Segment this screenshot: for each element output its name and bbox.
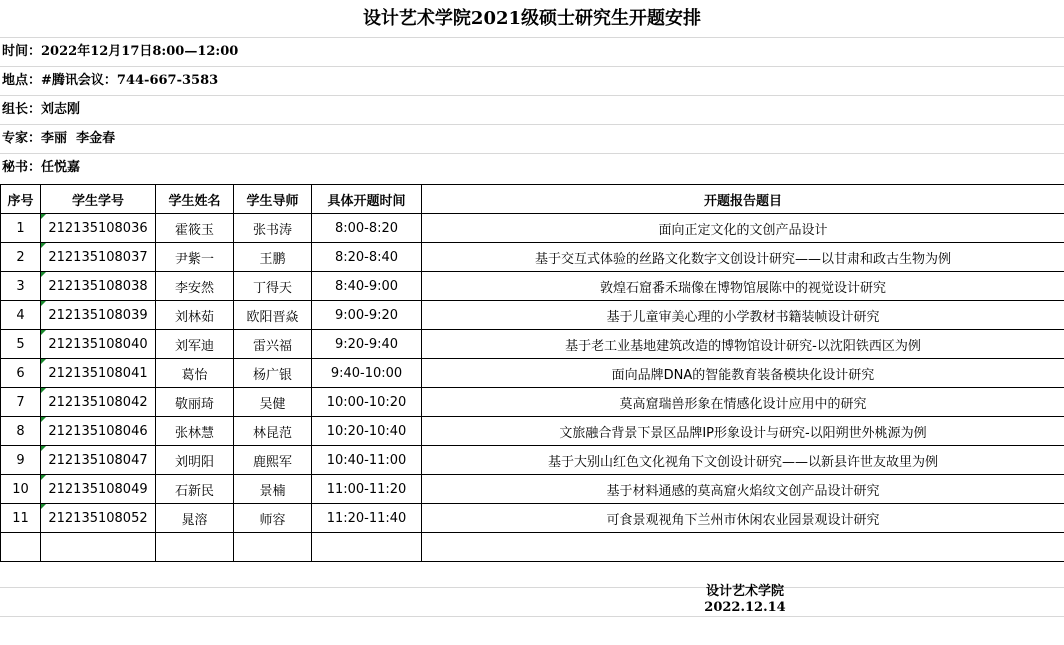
table-row <box>1 504 1064 533</box>
cell-student-name: 尹紫一 <box>156 243 234 272</box>
info-experts-value: 李丽 李金春 <box>41 131 116 146</box>
cell-time-slot: 8:00-8:20 <box>312 214 422 243</box>
cell-time-slot: 10:20-10:40 <box>312 417 422 446</box>
cell-index: 8 <box>1 417 41 446</box>
table-row <box>1 214 1064 243</box>
cell-report-title: 基于老工业基地建筑改造的博物馆设计研究-以沈阳铁西区为例 <box>422 330 1064 359</box>
cell-comment-marker-icon <box>41 214 46 219</box>
cell-index: 6 <box>1 359 41 388</box>
header-report-title: 开题报告题目 <box>422 185 1064 214</box>
cell-time-slot: 11:20-11:40 <box>312 504 422 533</box>
cell-student-name: 刘明阳 <box>156 446 234 475</box>
cell-student-name: 张林慧 <box>156 417 234 446</box>
cell-index: 7 <box>1 388 41 417</box>
empty-cell <box>312 533 422 562</box>
cell-advisor: 鹿熙军 <box>234 446 312 475</box>
cell-time-slot: 10:00-10:20 <box>312 388 422 417</box>
table-row <box>1 417 1064 446</box>
cell-student-id <box>41 301 156 330</box>
cell-report-title: 面向正定文化的文创产品设计 <box>422 214 1064 243</box>
cell-report-title: 莫高窟瑞兽形象在情感化设计应用中的研究 <box>422 388 1064 417</box>
cell-advisor: 林昆范 <box>234 417 312 446</box>
info-leader-value: 刘志刚 <box>41 102 81 117</box>
cell-report-title: 可食景观视角下兰州市休闲农业园景观设计研究 <box>422 504 1064 533</box>
cell-student-id-text: 212135108047 <box>48 452 148 468</box>
gridline <box>0 153 1064 154</box>
cell-student-name: 葛怡 <box>156 359 234 388</box>
cell-advisor: 欧阳晋焱 <box>234 301 312 330</box>
cell-index: 2 <box>1 243 41 272</box>
gridline <box>0 95 1064 96</box>
table-row <box>1 359 1064 388</box>
info-time <box>2 37 238 66</box>
cell-student-id-text: 212135108046 <box>48 423 148 439</box>
schedule-table <box>0 184 1064 562</box>
cell-time-slot: 9:00-9:20 <box>312 301 422 330</box>
header-time-slot: 具体开题时间 <box>312 185 422 214</box>
cell-report-title: 基于大别山红色文化视角下文创设计研究——以新县许世友故里为例 <box>422 446 1064 475</box>
cell-time-slot: 10:40-11:00 <box>312 446 422 475</box>
header-student-name: 学生姓名 <box>156 185 234 214</box>
cell-index: 3 <box>1 272 41 301</box>
cell-comment-marker-icon <box>41 388 46 393</box>
cell-index: 5 <box>1 330 41 359</box>
cell-advisor: 吴健 <box>234 388 312 417</box>
table-row <box>1 388 1064 417</box>
cell-report-title: 基于儿童审美心理的小学教材书籍装帧设计研究 <box>422 301 1064 330</box>
cell-student-id <box>41 504 156 533</box>
cell-index: 10 <box>1 475 41 504</box>
cell-index: 9 <box>1 446 41 475</box>
table-row <box>1 446 1064 475</box>
cell-student-id <box>41 330 156 359</box>
info-leader <box>2 95 80 124</box>
info-time-label: 时间： <box>2 44 42 59</box>
cell-comment-marker-icon <box>41 417 46 422</box>
info-secretary-value: 任悦嘉 <box>41 160 81 175</box>
info-experts <box>2 124 115 153</box>
cell-student-id <box>41 214 156 243</box>
cell-advisor: 王鹏 <box>234 243 312 272</box>
table-row <box>1 475 1064 504</box>
empty-cell <box>234 533 312 562</box>
info-leader-label: 组长： <box>2 102 42 117</box>
empty-cell <box>156 533 234 562</box>
cell-time-slot: 9:40-10:00 <box>312 359 422 388</box>
cell-advisor: 师容 <box>234 504 312 533</box>
cell-report-title: 文旅融合背景下景区品牌IP形象设计与研究-以阳朔世外桃源为例 <box>422 417 1064 446</box>
gridline <box>0 124 1064 125</box>
footer-org: 设计艺术学院 <box>705 584 784 599</box>
cell-student-id <box>41 388 156 417</box>
cell-student-id <box>41 446 156 475</box>
cell-comment-marker-icon <box>41 243 46 248</box>
gridline <box>0 587 1064 588</box>
cell-student-id <box>41 272 156 301</box>
table-row <box>1 330 1064 359</box>
table-row <box>1 301 1064 330</box>
cell-report-title: 敦煌石窟番禾瑞像在博物馆展陈中的视觉设计研究 <box>422 272 1064 301</box>
table-row <box>1 272 1064 301</box>
cell-student-id-text: 212135108052 <box>48 510 148 526</box>
cell-time-slot: 11:00-11:20 <box>312 475 422 504</box>
header-advisor: 学生导师 <box>234 185 312 214</box>
cell-student-id <box>41 417 156 446</box>
cell-student-id-text: 212135108041 <box>48 365 148 381</box>
cell-student-name: 刘军迪 <box>156 330 234 359</box>
cell-student-id-text: 212135108037 <box>48 249 148 265</box>
cell-comment-marker-icon <box>41 301 46 306</box>
cell-comment-marker-icon <box>41 475 46 480</box>
cell-advisor: 杨广银 <box>234 359 312 388</box>
cell-comment-marker-icon <box>41 446 46 451</box>
table-header-row <box>1 185 1064 214</box>
table-empty-row <box>1 533 1064 562</box>
cell-time-slot: 8:20-8:40 <box>312 243 422 272</box>
empty-cell <box>1 533 41 562</box>
cell-student-id-text: 212135108040 <box>48 336 148 352</box>
header-student-id: 学生学号 <box>41 185 156 214</box>
cell-student-id-text: 212135108049 <box>48 481 148 497</box>
info-location-label: 地点： <box>2 73 42 88</box>
info-secretary-label: 秘书： <box>2 160 42 175</box>
info-location-value: #腾讯会议：744-667-3583 <box>41 73 219 88</box>
cell-advisor: 景楠 <box>234 475 312 504</box>
cell-index: 1 <box>1 214 41 243</box>
cell-student-name: 李安然 <box>156 272 234 301</box>
info-location <box>2 66 218 95</box>
info-experts-label: 专家： <box>2 131 42 146</box>
cell-report-title: 基于交互式体验的丝路文化数字文创设计研究——以甘肃和政古生物为例 <box>422 243 1064 272</box>
document-title: 设计艺术学院2021级硕士研究生开题安排 <box>362 8 702 29</box>
cell-student-id-text: 212135108036 <box>48 220 148 236</box>
empty-cell <box>41 533 156 562</box>
cell-index: 4 <box>1 301 41 330</box>
cell-comment-marker-icon <box>41 330 46 335</box>
header-index: 序号 <box>1 185 41 214</box>
cell-advisor: 张书涛 <box>234 214 312 243</box>
info-time-value: 2022年12月17日8:00—12:00 <box>41 44 239 59</box>
cell-student-name: 晁溶 <box>156 504 234 533</box>
cell-student-id <box>41 475 156 504</box>
empty-cell <box>422 533 1064 562</box>
footer-date: 2022.12.14 <box>704 600 786 615</box>
cell-comment-marker-icon <box>41 504 46 509</box>
cell-time-slot: 8:40-9:00 <box>312 272 422 301</box>
cell-student-name: 刘林茹 <box>156 301 234 330</box>
info-secretary <box>2 153 80 182</box>
cell-student-name: 敬丽琦 <box>156 388 234 417</box>
cell-report-title: 面向品牌DNA的智能教育装备模块化设计研究 <box>422 359 1064 388</box>
gridline <box>0 616 1064 617</box>
cell-advisor: 丁得天 <box>234 272 312 301</box>
cell-report-title: 基于材料通感的莫高窟火焰纹文创产品设计研究 <box>422 475 1064 504</box>
cell-student-id <box>41 359 156 388</box>
cell-time-slot: 9:20-9:40 <box>312 330 422 359</box>
cell-student-id <box>41 243 156 272</box>
cell-comment-marker-icon <box>41 359 46 364</box>
cell-student-name: 霍筱玉 <box>156 214 234 243</box>
cell-advisor: 雷兴福 <box>234 330 312 359</box>
cell-student-id-text: 212135108042 <box>48 394 148 410</box>
cell-student-id-text: 212135108038 <box>48 278 148 294</box>
cell-student-id-text: 212135108039 <box>48 307 148 323</box>
cell-index: 11 <box>1 504 41 533</box>
table-row <box>1 243 1064 272</box>
cell-comment-marker-icon <box>41 272 46 277</box>
cell-student-name: 石新民 <box>156 475 234 504</box>
